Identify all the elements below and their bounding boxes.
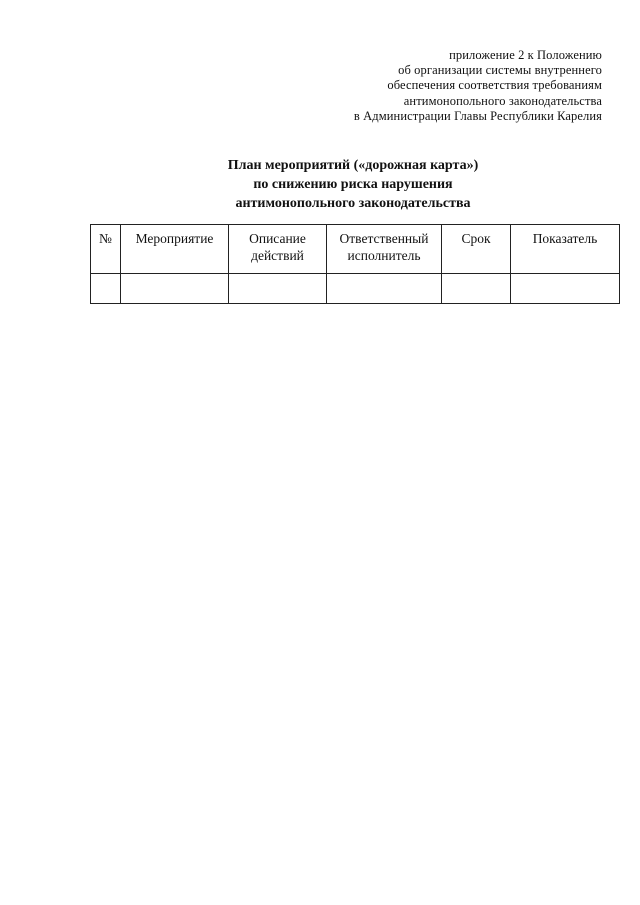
title-line: антимонопольного законодательства [235, 196, 471, 211]
roadmap-table [90, 224, 620, 304]
table-cell [229, 274, 327, 304]
appendix-line: в Администрации Главы Республики Карелия [353, 108, 602, 123]
table-cell [511, 274, 620, 304]
header-indicator [511, 225, 620, 274]
header-line: действий [251, 248, 304, 263]
appendix-line: приложение 2 к Положению [449, 48, 602, 62]
table-row [91, 274, 620, 304]
header-line: Срок [461, 231, 491, 246]
header-line: Мероприятие [135, 231, 214, 246]
header-line: № [99, 231, 112, 246]
header-term [442, 225, 511, 274]
table-cell [121, 274, 229, 304]
header-line: исполнитель [347, 248, 421, 263]
header-description [229, 225, 327, 274]
table-cell [91, 274, 121, 304]
header-line: Показатель [532, 231, 598, 246]
appendix-line: обеспечения соответствия требованиям [387, 78, 602, 93]
table-header-row [91, 225, 620, 274]
appendix-note [354, 48, 602, 124]
title-line: по снижению риска нарушения [253, 177, 453, 192]
document-title [0, 156, 640, 213]
table-cell [327, 274, 442, 304]
appendix-line: антимонопольного законодательства [403, 93, 602, 108]
header-responsible [327, 225, 442, 274]
header-line: Ответственный [339, 231, 429, 246]
title-line: План мероприятий («дорожная карта») [227, 158, 479, 173]
table-cell [442, 274, 511, 304]
header-number [91, 225, 121, 274]
header-event [121, 225, 229, 274]
appendix-line: об организации системы внутреннего [398, 63, 602, 78]
header-line: Описание [249, 231, 306, 246]
